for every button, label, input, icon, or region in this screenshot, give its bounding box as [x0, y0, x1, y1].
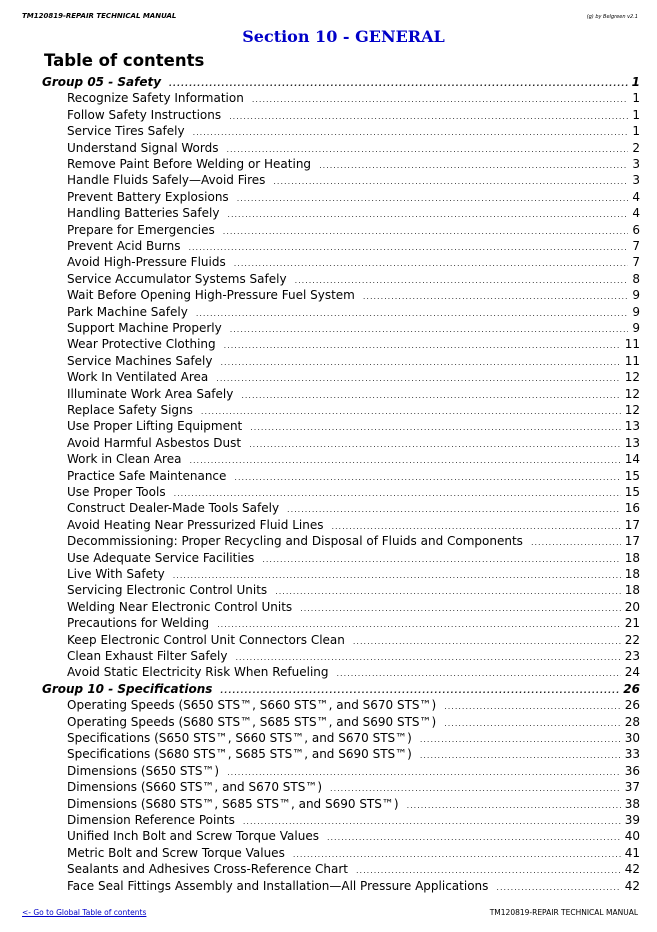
toc-entry[interactable]	[67, 500, 640, 516]
toc-entry[interactable]	[67, 599, 640, 615]
toc-entry[interactable]	[67, 484, 640, 500]
toc-entry-title[interactable]: Use Proper Lifting Equipment	[67, 419, 243, 434]
toc-entry-title[interactable]: Servicing Electronic Control Units	[67, 583, 268, 598]
toc-entry-page[interactable]: 6	[632, 222, 640, 237]
toc-entry-title[interactable]: Keep Electronic Control Unit Connectors Clean	[67, 632, 345, 647]
toc-entry[interactable]	[67, 779, 640, 795]
toc-entry[interactable]	[67, 353, 640, 369]
toc-entry-title[interactable]: Group 05 - Safety	[42, 75, 162, 89]
toc-entry-title[interactable]: Illuminate Work Area Safely	[67, 386, 234, 401]
toc-entry-page[interactable]: 9	[632, 288, 640, 303]
toc-entry[interactable]	[67, 140, 640, 156]
toc-entry-page[interactable]: 17	[624, 534, 640, 549]
toc-entry-title[interactable]: Dimensions (S650 STS™)	[67, 763, 220, 778]
toc-entry[interactable]	[67, 90, 640, 106]
toc-entry-title[interactable]: Practice Safe Maintenance	[67, 468, 227, 483]
toc-entry-page[interactable]: 41	[624, 845, 640, 860]
toc-entry-page[interactable]: 18	[624, 550, 640, 565]
toc-entry-page[interactable]: 9	[632, 304, 640, 319]
toc-entry-title[interactable]: Recognize Safety Information	[67, 91, 244, 106]
toc-entry[interactable]	[67, 320, 640, 336]
toc-entry-page[interactable]: 22	[624, 632, 640, 647]
dot-leader	[496, 880, 620, 896]
toc-entry-title[interactable]: Support Machine Properly	[67, 321, 222, 335]
toc-entry-title[interactable]: Service Accumulator Systems Safely	[67, 271, 287, 286]
toc-entry[interactable]	[67, 566, 640, 582]
toc-entry-title[interactable]: Use Proper Tools	[67, 485, 166, 499]
toc-entry[interactable]	[67, 451, 640, 467]
toc-entry-title[interactable]: Work In Ventilated Area	[67, 370, 209, 385]
toc-entry-title[interactable]: Prepare for Emergencies	[67, 222, 215, 237]
toc-group-entry[interactable]	[42, 681, 640, 697]
footer-manual-title: TM120819-REPAIR TECHNICAL MANUAL	[489, 908, 638, 917]
section-title: Section 10 - GENERAL	[242, 27, 445, 46]
toc-entry-page[interactable]: 13	[624, 435, 640, 450]
toc-entry-page[interactable]: 7	[632, 255, 640, 270]
toc-entry-page[interactable]: 3	[632, 157, 640, 171]
toc-entry-page[interactable]: 12	[624, 370, 640, 385]
toc-entry-page[interactable]: 17	[624, 517, 640, 532]
toc-entry[interactable]	[67, 172, 640, 188]
toc-entry-page[interactable]: 42	[624, 878, 640, 893]
toc-entry-page[interactable]: 24	[624, 665, 640, 680]
toc-entry[interactable]	[67, 107, 640, 123]
toc-entry-title[interactable]: Remove Paint Before Welding or Heating	[67, 157, 312, 171]
toc-entry[interactable]	[67, 386, 640, 402]
toc-entry-page[interactable]: 9	[632, 321, 640, 335]
toc-entry[interactable]	[67, 517, 640, 533]
toc-entry[interactable]	[67, 369, 640, 385]
toc-entry-title[interactable]: Wear Protective Clothing	[67, 337, 216, 352]
toc-entry-title[interactable]: Avoid Heating Near Pressurized Fluid Lines	[67, 517, 324, 532]
toc-entry-title[interactable]: Dimension Reference Points	[67, 813, 235, 827]
toc-entry[interactable]	[67, 615, 640, 631]
toc-entry-title[interactable]: Live With Safety	[67, 567, 165, 581]
toc-entry-title[interactable]: Clean Exhaust Filter Safely	[67, 649, 228, 663]
toc-entry[interactable]	[67, 714, 640, 730]
toc-entry-title[interactable]: Dimensions (S660 STS™, and S670 STS™)	[67, 780, 323, 795]
toc-entry[interactable]	[67, 730, 640, 746]
toc-entry-title[interactable]: Follow Safety Instructions	[67, 107, 222, 122]
toc-entry[interactable]	[67, 878, 640, 894]
toc-entry-page[interactable]: 12	[624, 403, 640, 417]
toc-entry[interactable]	[67, 812, 640, 828]
toc-entry-title[interactable]: Use Adequate Service Facilities	[67, 550, 255, 565]
toc-entry-page[interactable]: 11	[624, 337, 640, 352]
toc-entry-page[interactable]: 28	[624, 714, 640, 729]
toc-entry-title[interactable]: Construct Dealer-Made Tools Safely	[67, 501, 280, 516]
toc-entry-page[interactable]: 36	[624, 763, 640, 778]
toc-entry-page[interactable]: 11	[624, 353, 640, 368]
toc-entry-page[interactable]: 3	[632, 173, 640, 188]
toc-entry-page[interactable]: 37	[624, 780, 640, 795]
toc-entry-title[interactable]: Prevent Battery Explosions	[67, 189, 229, 204]
toc-entry[interactable]	[67, 533, 640, 549]
toc-entry-title[interactable]: Service Machines Safely	[67, 353, 213, 368]
toc-entry[interactable]	[67, 468, 640, 484]
toc-entry-page[interactable]: 16	[624, 501, 640, 516]
toc-entry-title[interactable]: Dimensions (S680 STS™, S685 STS™, and S690 STS™)	[67, 796, 399, 811]
toc-entry-title[interactable]: Understand Signal Words	[67, 140, 219, 155]
header-manual-title: TM120819-REPAIR TECHNICAL MANUAL	[22, 12, 177, 20]
toc-entry-page[interactable]: 8	[632, 271, 640, 286]
toc-entry[interactable]	[67, 796, 640, 812]
toc-entry-title[interactable]: Specifications (S680 STS™, S685 STS™, and S690 STS™)	[67, 747, 412, 762]
toc-entry-title[interactable]: Unified Inch Bolt and Screw Torque Values	[67, 829, 319, 844]
toc-entry-title[interactable]: Park Machine Safely	[67, 304, 188, 319]
toc-entry[interactable]	[67, 435, 640, 451]
global-toc-link[interactable]: <- Go to Global Table of contents	[22, 908, 147, 917]
toc-entry[interactable]	[67, 156, 640, 172]
toc-entry[interactable]	[67, 828, 640, 844]
toc-entry-page[interactable]: 15	[624, 485, 640, 499]
toc-entry[interactable]	[67, 746, 640, 762]
toc-entry-page[interactable]: 1	[632, 124, 640, 139]
toc-entry-page[interactable]: 20	[624, 599, 640, 614]
toc-entry[interactable]	[67, 238, 640, 254]
toc-entry-title[interactable]: Specifications (S650 STS™, S660 STS™, and S670 STS™)	[67, 731, 412, 745]
toc-entry-page[interactable]: 39	[624, 813, 640, 827]
toc-entry-page[interactable]: 30	[624, 731, 640, 745]
toc-entry-page[interactable]: 13	[624, 419, 640, 434]
toc-entry-page[interactable]: 2	[632, 140, 640, 155]
toc-entry-title[interactable]: Prevent Acid Burns	[67, 239, 181, 253]
toc-entry-title[interactable]: Operating Speeds (S650 STS™, S660 STS™, and S670 STS™)	[67, 698, 437, 713]
toc-entry[interactable]	[67, 402, 640, 418]
toc-entry-title[interactable]: Service Tires Safely	[67, 124, 185, 139]
toc-entry-page[interactable]: 7	[632, 239, 640, 253]
toc-entry[interactable]	[67, 205, 640, 221]
toc-entry-page[interactable]: 4	[632, 206, 640, 221]
toc-entry-title[interactable]: Decommissioning: Proper Recycling and Disposal of Fluids and Components	[67, 534, 523, 549]
toc-entry-page[interactable]: 18	[624, 583, 640, 598]
toc-entry-page[interactable]: 12	[624, 386, 640, 401]
toc-entry-title[interactable]: Work in Clean Area	[67, 452, 182, 467]
toc-entry[interactable]	[67, 287, 640, 303]
toc-entry-title[interactable]: Wait Before Opening High-Pressure Fuel System	[67, 288, 355, 303]
toc-entry-title[interactable]: Avoid Harmful Asbestos Dust	[67, 435, 242, 450]
toc-entry[interactable]	[67, 271, 640, 287]
toc-entry-title[interactable]: Sealants and Adhesives Cross-Reference Chart	[67, 862, 348, 877]
toc-entry[interactable]	[67, 861, 640, 877]
toc-entry-title[interactable]: Replace Safety Signs	[67, 403, 193, 417]
toc-entry[interactable]	[67, 189, 640, 205]
toc-entry-title[interactable]: Face Seal Fittings Assembly and Installation—All Pressure Applications	[67, 878, 489, 893]
toc-entry-title[interactable]: Group 10 - Specifications	[42, 681, 213, 696]
toc-entry-page[interactable]: 23	[624, 649, 640, 663]
toc-entry-page[interactable]: 18	[624, 567, 640, 581]
toc-entry[interactable]	[67, 697, 640, 713]
toc-entry-page[interactable]: 40	[624, 829, 640, 844]
toc-entry[interactable]	[67, 336, 640, 352]
toc-entry[interactable]	[67, 582, 640, 598]
toc-entry-title[interactable]: Welding Near Electronic Control Units	[67, 599, 293, 614]
toc-entry[interactable]	[67, 222, 640, 238]
toc-entry[interactable]	[67, 550, 640, 566]
toc-entry-page[interactable]: 1	[632, 91, 640, 106]
toc-entry-title[interactable]: Handle Fluids Safely—Avoid Fires	[67, 173, 266, 188]
toc-entry[interactable]	[67, 664, 640, 680]
toc-entry[interactable]	[67, 418, 640, 434]
toc-entry-page[interactable]: 26	[624, 698, 640, 713]
toc-group-entry[interactable]	[42, 74, 640, 90]
toc-entry[interactable]	[67, 632, 640, 648]
toc-entry-page[interactable]: 15	[624, 468, 640, 483]
toc-entry-page[interactable]: 1	[632, 107, 640, 122]
toc-entry-title[interactable]: Handling Batteries Safely	[67, 206, 220, 221]
header-credit: (g) by Belgreen v2.1	[586, 14, 638, 20]
toc-entry[interactable]	[67, 845, 640, 861]
toc-entry-title[interactable]: Avoid High-Pressure Fluids	[67, 255, 226, 270]
toc-entry-page[interactable]: 42	[624, 862, 640, 877]
toc-entry-title[interactable]: Metric Bolt and Screw Torque Values	[67, 845, 285, 860]
toc-entry[interactable]	[67, 123, 640, 139]
toc-entry-page[interactable]: 26	[623, 681, 640, 696]
toc-entry-title[interactable]: Precautions for Welding	[67, 616, 210, 631]
toc-entry-title[interactable]: Operating Speeds (S680 STS™, S685 STS™, and S690 STS™)	[67, 714, 437, 729]
toc-entry-title[interactable]: Avoid Static Electricity Risk When Refueling	[67, 665, 329, 680]
toc-entry-page[interactable]: 33	[624, 747, 640, 762]
toc-entry[interactable]	[67, 304, 640, 320]
toc-entry-page[interactable]: 21	[624, 616, 640, 631]
toc-entry-page[interactable]: 38	[624, 796, 640, 811]
toc-entry-page[interactable]: 14	[624, 452, 640, 467]
toc-entry[interactable]	[67, 648, 640, 664]
toc-entry[interactable]	[67, 763, 640, 779]
toc-entry-page[interactable]: 1	[631, 75, 640, 89]
toc-entry-page[interactable]: 4	[632, 189, 640, 204]
toc-title: Table of contents	[44, 51, 205, 70]
toc-entry[interactable]	[67, 254, 640, 270]
